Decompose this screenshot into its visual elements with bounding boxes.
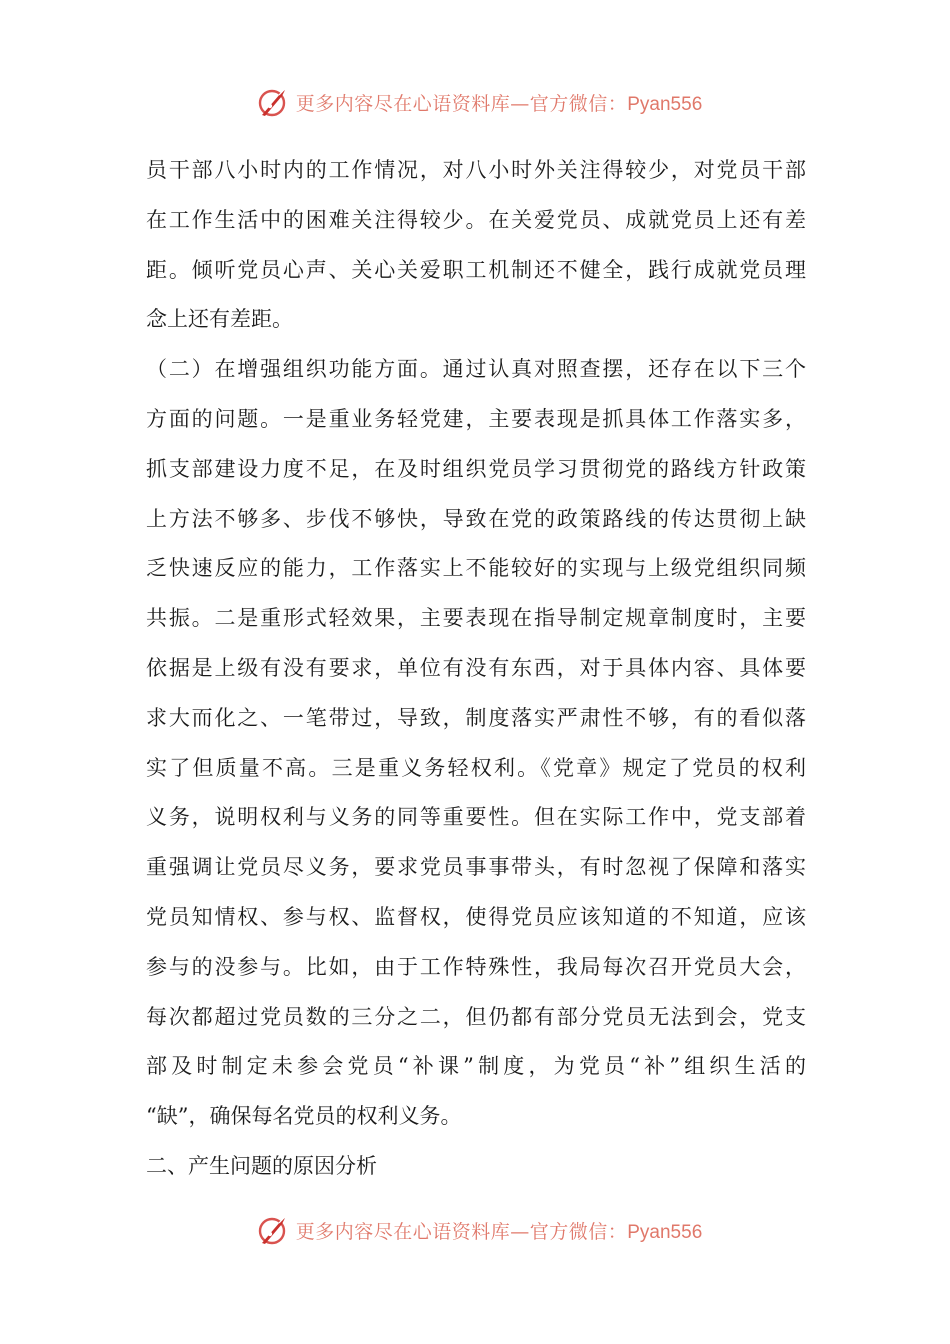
body-line: 共振。二是重形式轻效果，主要表现在指导制定规章制度时，主要	[146, 606, 806, 631]
body-line: 求大而化之、一笔带过，导致，制度落实严肃性不够，有的看似落	[146, 705, 806, 730]
body-line: 部及时制定未参会党员“补课”制度，为党员“补”组织生活的	[146, 1054, 806, 1079]
body-line: “缺”，确保每名党员的权利义务。	[146, 1104, 462, 1129]
body-line: 党员知情权、参与权、监督权，使得党员应该知道的不知道，应该	[146, 904, 806, 929]
body-line: 上方法不够多、步伐不够快，导致在党的政策路线的传达贯彻上缺	[146, 506, 806, 531]
header-watermark-label: 更多内容尽在心语资料库—官方微信：	[295, 92, 628, 115]
body-line: 重强调让党员尽义务，要求党员事事带头，有时忽视了保障和落实	[146, 855, 806, 880]
section-heading-line: （二）在增强组织功能方面。通过认真对照查摆，还存在以下三个	[146, 357, 806, 382]
body-line: 每次都超过党员数的三分之二，但仍都有部分党员无法到会，党支	[146, 1004, 806, 1029]
body-line: 念上还有差距。	[146, 307, 293, 332]
body-line: 乏快速反应的能力，工作落实上不能较好的实现与上级党组织同频	[146, 556, 806, 581]
body-line: 依据是上级有没有要求，单位有没有东西，对于具体内容、具体要	[146, 655, 806, 680]
body-line: 距。倾听党员心声、关心关爱职工机制还不健全，践行成就党员理	[146, 257, 806, 282]
body-line: 方面的问题。一是重业务轻党建，主要表现是抓具体工作落实多，	[146, 406, 806, 431]
header-watermark-group	[256, 85, 703, 119]
pen-nib-logo-icon	[256, 1213, 290, 1247]
section-heading: 二、产生问题的原因分析	[146, 1153, 377, 1178]
footer-watermark-label: 更多内容尽在心语资料库—官方微信：	[295, 1220, 628, 1243]
header-watermark-banner	[0, 82, 950, 122]
footer-watermark-banner	[0, 1210, 950, 1250]
header-wechat-id: Pyan556	[627, 93, 703, 115]
body-line: 抓支部建设力度不足，在及时组织党员学习贯彻党的路线方针政策	[146, 456, 806, 481]
body-line: 参与的没参与。比如，由于工作特殊性，我局每次召开党员大会，	[146, 954, 806, 979]
body-line: 义务，说明权利与义务的同等重要性。但在实际工作中，党支部着	[146, 805, 806, 830]
body-line: 实了但质量不高。三是重义务轻权利。《党章》规定了党员的权利	[146, 755, 806, 780]
pen-nib-logo-icon	[256, 85, 290, 119]
header-watermark-text	[296, 89, 703, 116]
footer-wechat-id: Pyan556	[627, 1221, 703, 1243]
body-line: 员干部八小时内的工作情况，对八小时外关注得较少，对党员干部	[146, 158, 806, 182]
body-line: 在工作生活中的困难关注得较少。在关爱党员、成就党员上还有差	[146, 207, 806, 232]
footer-watermark-text	[296, 1217, 703, 1244]
document-body	[146, 146, 806, 1192]
footer-watermark-group	[256, 1213, 703, 1247]
